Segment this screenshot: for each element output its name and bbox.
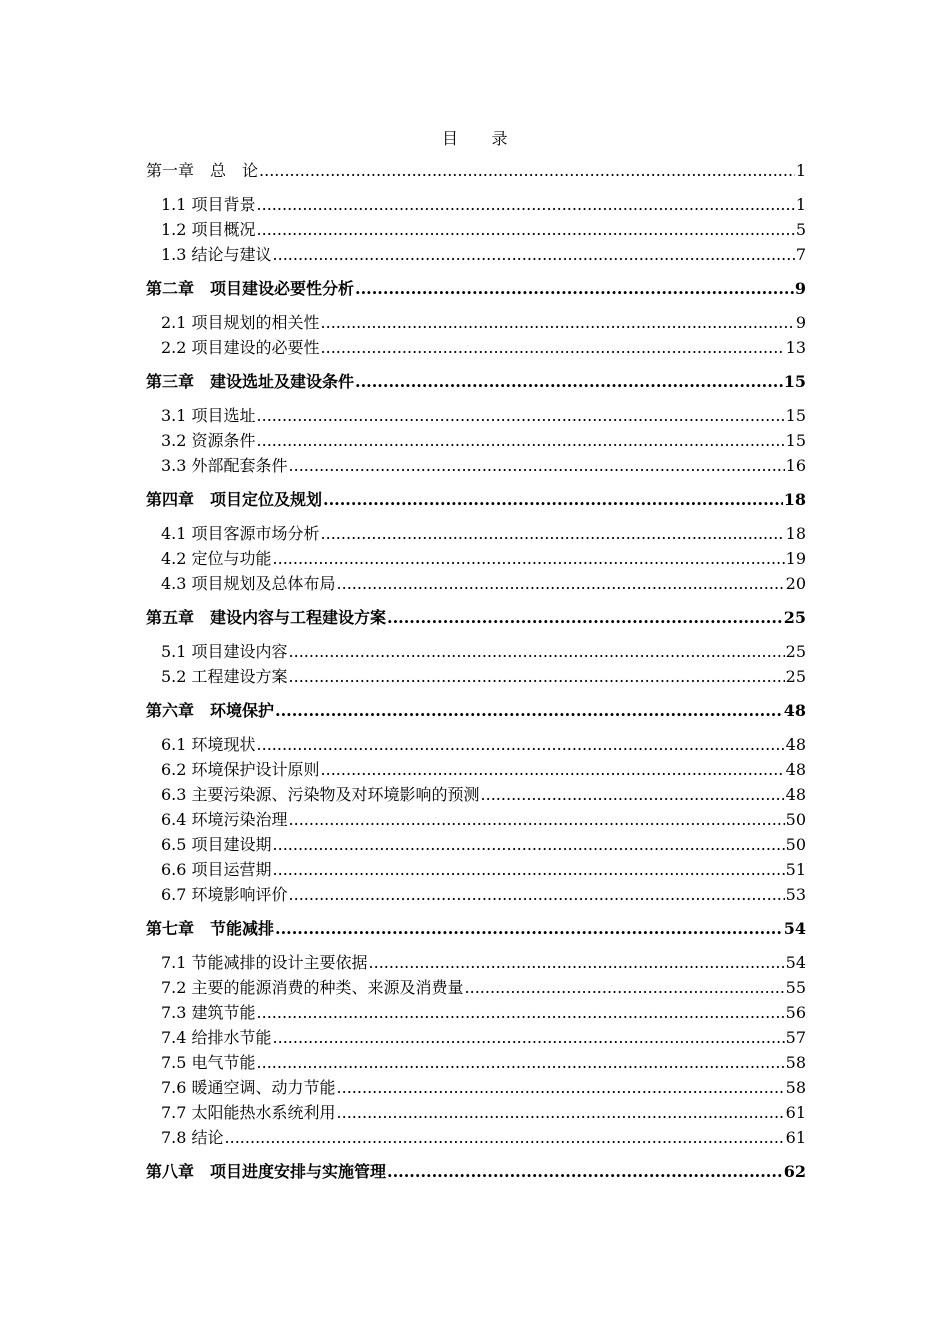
toc-leader-dots	[273, 832, 785, 857]
toc-leader-dots	[259, 158, 795, 183]
toc-leader-dots	[289, 639, 785, 664]
toc-leader-dots	[273, 857, 785, 882]
toc-section-entry[interactable]	[146, 1025, 806, 1050]
toc-page-number: 19	[785, 549, 806, 568]
toc-entry-label: 1.3 结论与建议	[161, 245, 272, 264]
toc-entry-label: 3.1 项目选址	[161, 406, 256, 425]
toc-entry-label: 7.7 太阳能热水系统利用	[161, 1103, 336, 1122]
toc-entry-label: 5.2 工程建设方案	[161, 667, 288, 686]
toc-leader-dots	[273, 546, 785, 571]
toc-page-number: 55	[785, 978, 806, 997]
toc-leader-dots	[273, 242, 795, 267]
toc-section-entry[interactable]	[146, 571, 806, 596]
toc-leader-dots	[355, 369, 783, 394]
toc-entry-label: 4.1 项目客源市场分析	[161, 524, 320, 543]
toc-chapter-entry[interactable]	[146, 276, 806, 301]
toc-section-entry[interactable]	[146, 857, 806, 882]
toc-section-entry[interactable]	[146, 403, 806, 428]
toc-page-number: 1	[795, 195, 806, 214]
toc-leader-dots	[257, 1050, 785, 1075]
toc-section-entry[interactable]	[146, 782, 806, 807]
toc-leader-dots	[321, 521, 785, 546]
toc-leader-dots	[337, 1100, 785, 1125]
toc-page-number: 25	[785, 667, 806, 686]
toc-leader-dots	[321, 335, 785, 360]
toc-entry-label: 6.4 环境污染治理	[161, 810, 288, 829]
toc-chapter-entry[interactable]	[146, 487, 806, 512]
toc-leader-dots	[321, 757, 785, 782]
toc-entry-label: 6.3 主要污染源、污染物及对环境影响的预测	[161, 785, 480, 804]
toc-entry-label: 6.7 环境影响评价	[161, 885, 288, 904]
toc-leader-dots	[337, 571, 785, 596]
toc-section-entry[interactable]	[146, 1100, 806, 1125]
toc-section-entry[interactable]	[146, 217, 806, 242]
toc-page-number: 62	[783, 1162, 806, 1181]
toc-entry-label: 第一章 总 论	[146, 161, 259, 180]
table-of-contents	[146, 158, 806, 1184]
toc-page-number: 1	[795, 161, 806, 180]
toc-section-entry[interactable]	[146, 521, 806, 546]
toc-section-entry[interactable]	[146, 335, 806, 360]
toc-page-number: 58	[785, 1053, 806, 1072]
toc-section-entry[interactable]	[146, 950, 806, 975]
toc-section-entry[interactable]	[146, 975, 806, 1000]
toc-leader-dots	[323, 487, 783, 512]
toc-entry-label: 7.8 结论	[161, 1128, 224, 1147]
toc-leader-dots	[273, 1025, 785, 1050]
toc-chapter-entry[interactable]	[146, 369, 806, 394]
toc-chapter-entry[interactable]	[146, 916, 806, 941]
toc-section-entry[interactable]	[146, 1000, 806, 1025]
toc-section-entry[interactable]	[146, 882, 806, 907]
toc-page-number: 48	[785, 735, 806, 754]
toc-leader-dots	[321, 310, 795, 335]
toc-page-number: 57	[785, 1028, 806, 1047]
toc-entry-label: 2.1 项目规划的相关性	[161, 313, 320, 332]
toc-section-entry[interactable]	[146, 1125, 806, 1150]
toc-section-entry[interactable]	[146, 192, 806, 217]
toc-entry-label: 第七章 节能减排	[146, 919, 275, 938]
toc-leader-dots	[225, 1125, 785, 1150]
toc-leader-dots	[257, 1000, 785, 1025]
toc-entry-label: 7.1 节能减排的设计主要依据	[161, 953, 368, 972]
toc-section-entry[interactable]	[146, 242, 806, 267]
toc-entry-label: 6.5 项目建设期	[161, 835, 272, 854]
toc-entry-label: 第四章 项目定位及规划	[146, 490, 323, 509]
toc-page-number: 13	[785, 338, 806, 357]
toc-leader-dots	[257, 403, 785, 428]
toc-section-entry[interactable]	[146, 664, 806, 689]
toc-leader-dots	[369, 950, 785, 975]
toc-page-number: 48	[785, 760, 806, 779]
toc-leader-dots	[275, 698, 783, 723]
toc-section-entry[interactable]	[146, 310, 806, 335]
toc-page-number: 61	[785, 1128, 806, 1147]
toc-entry-label: 3.2 资源条件	[161, 431, 256, 450]
toc-entry-label: 5.1 项目建设内容	[161, 642, 288, 661]
toc-section-entry[interactable]	[146, 453, 806, 478]
toc-page-number: 25	[783, 608, 806, 627]
toc-page-number: 15	[783, 372, 806, 391]
toc-chapter-entry[interactable]	[146, 698, 806, 723]
toc-entry-label: 第三章 建设选址及建设条件	[146, 372, 355, 391]
toc-entry-label: 4.2 定位与功能	[161, 549, 272, 568]
toc-page-number: 25	[785, 642, 806, 661]
toc-section-entry[interactable]	[146, 732, 806, 757]
toc-leader-dots	[289, 453, 785, 478]
toc-entry-label: 7.5 电气节能	[161, 1053, 256, 1072]
toc-leader-dots	[289, 664, 785, 689]
toc-section-entry[interactable]	[146, 1050, 806, 1075]
toc-chapter-entry[interactable]	[146, 1159, 806, 1184]
toc-leader-dots	[257, 428, 785, 453]
toc-leader-dots	[257, 192, 795, 217]
toc-page-number: 50	[785, 810, 806, 829]
toc-page-number: 50	[785, 835, 806, 854]
toc-entry-label: 6.2 环境保护设计原则	[161, 760, 320, 779]
toc-leader-dots	[337, 1075, 785, 1100]
toc-page-number: 20	[785, 574, 806, 593]
toc-entry-label: 1.2 项目概况	[161, 220, 256, 239]
toc-entry-label: 1.1 项目背景	[161, 195, 256, 214]
toc-chapter-entry[interactable]	[146, 605, 806, 630]
toc-section-entry[interactable]	[146, 757, 806, 782]
toc-page-number: 16	[785, 456, 806, 475]
toc-page-number: 56	[785, 1003, 806, 1022]
toc-page-number: 18	[783, 490, 806, 509]
toc-section-entry[interactable]	[146, 546, 806, 571]
toc-section-entry[interactable]	[146, 1075, 806, 1100]
toc-page-number: 9	[794, 279, 806, 298]
toc-section-entry[interactable]	[146, 639, 806, 664]
toc-chapter-entry[interactable]	[146, 158, 806, 183]
toc-entry-label: 6.1 环境现状	[161, 735, 256, 754]
toc-page-number: 48	[783, 701, 806, 720]
toc-leader-dots	[355, 276, 794, 301]
toc-entry-label: 3.3 外部配套条件	[161, 456, 288, 475]
toc-page-number: 48	[785, 785, 806, 804]
toc-entry-label: 第六章 环境保护	[146, 701, 275, 720]
toc-entry-label: 7.3 建筑节能	[161, 1003, 256, 1022]
toc-page-number: 5	[795, 220, 806, 239]
toc-page-number: 7	[795, 245, 806, 264]
toc-entry-label: 7.2 主要的能源消费的种类、来源及消费量	[161, 978, 464, 997]
toc-entry-label: 7.6 暖通空调、动力节能	[161, 1078, 336, 1097]
toc-page-number: 9	[795, 313, 806, 332]
toc-leader-dots	[289, 882, 785, 907]
toc-section-entry[interactable]	[146, 832, 806, 857]
toc-leader-dots	[481, 782, 785, 807]
toc-page-number: 15	[785, 431, 806, 450]
toc-page-number: 51	[785, 860, 806, 879]
toc-leader-dots	[465, 975, 785, 1000]
toc-leader-dots	[387, 1159, 783, 1184]
toc-entry-label: 第八章 项目进度安排与实施管理	[146, 1162, 387, 1181]
toc-page-number: 54	[785, 953, 806, 972]
toc-section-entry[interactable]	[146, 428, 806, 453]
toc-leader-dots	[257, 732, 785, 757]
toc-section-entry[interactable]	[146, 807, 806, 832]
toc-page-number: 15	[785, 406, 806, 425]
toc-entry-label: 第五章 建设内容与工程建设方案	[146, 608, 387, 627]
toc-leader-dots	[275, 916, 783, 941]
toc-page-number: 53	[785, 885, 806, 904]
toc-leader-dots	[387, 605, 783, 630]
toc-entry-label: 第二章 项目建设必要性分析	[146, 279, 355, 298]
toc-page-number: 54	[783, 919, 806, 938]
toc-entry-label: 7.4 给排水节能	[161, 1028, 272, 1047]
toc-entry-label: 6.6 项目运营期	[161, 860, 272, 879]
toc-leader-dots	[289, 807, 785, 832]
toc-leader-dots	[257, 217, 795, 242]
toc-page-number: 61	[785, 1103, 806, 1122]
toc-entry-label: 2.2 项目建设的必要性	[161, 338, 320, 357]
toc-entry-label: 4.3 项目规划及总体布局	[161, 574, 336, 593]
toc-page-number: 58	[785, 1078, 806, 1097]
page-title: 目 录	[441, 129, 508, 148]
toc-page-number: 18	[785, 524, 806, 543]
